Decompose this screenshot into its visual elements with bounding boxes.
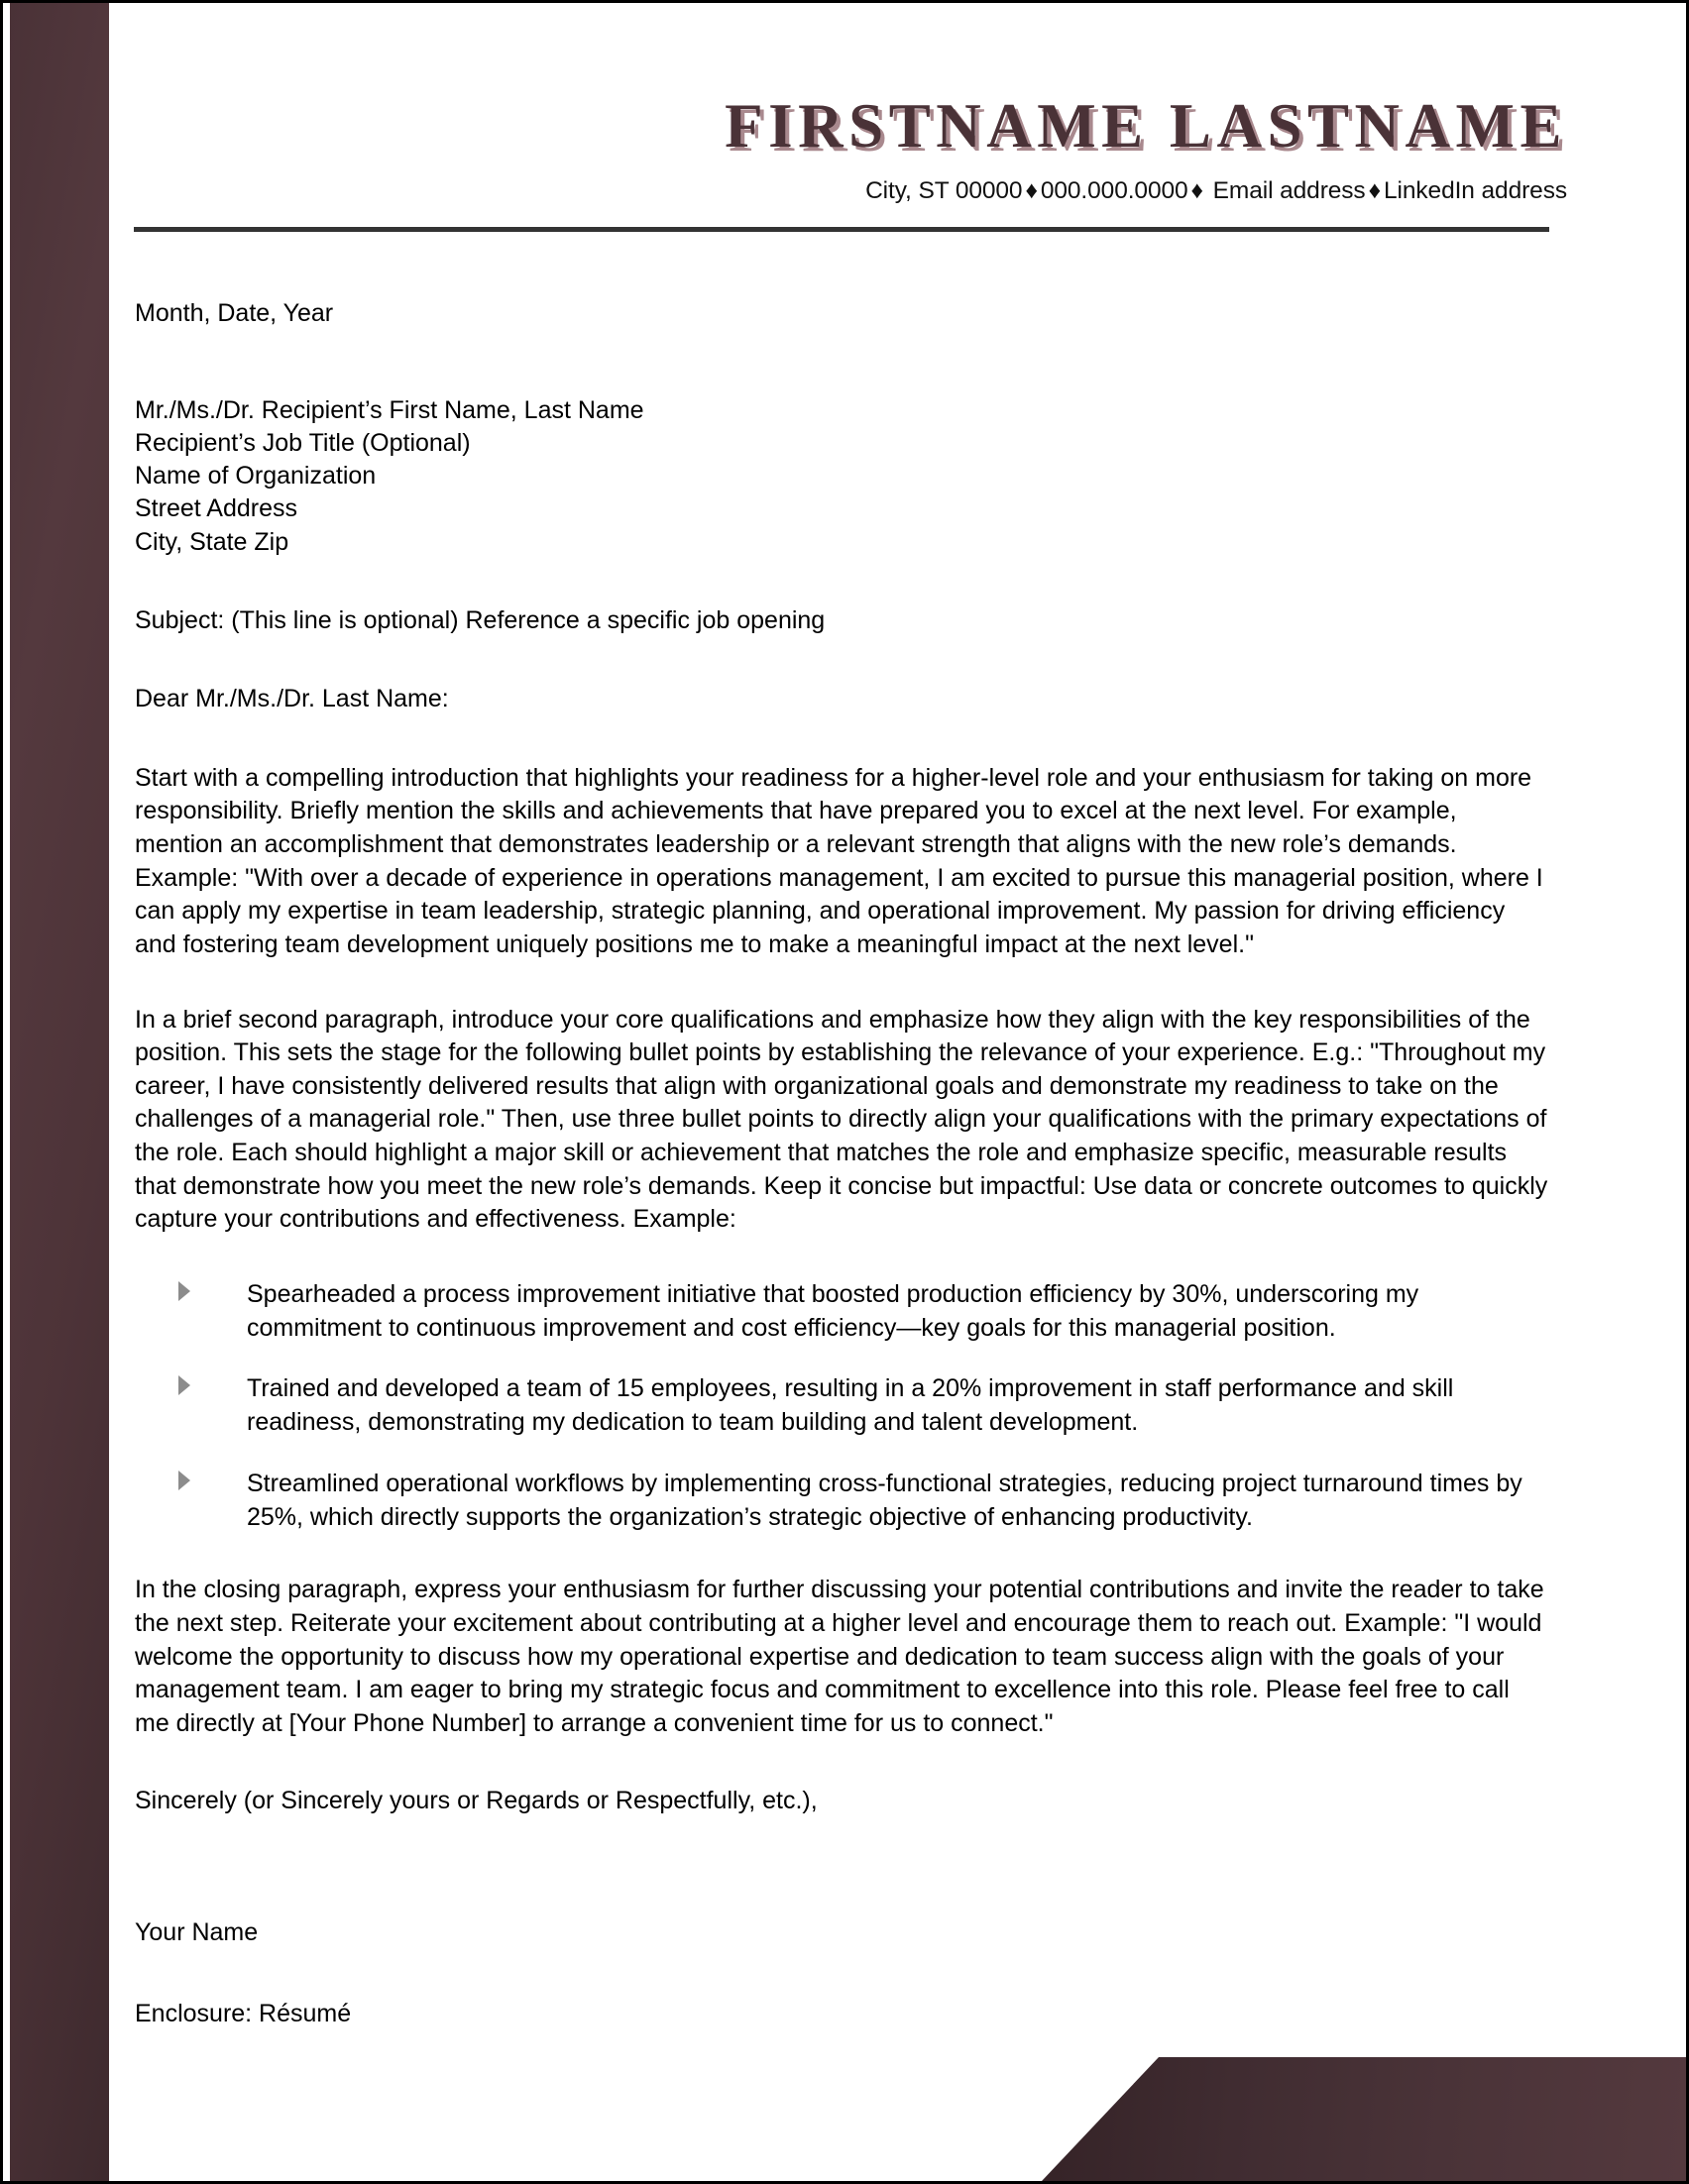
page-title: FIRSTNAME LASTNAME (725, 91, 1567, 161)
diamond-icon: ♦ (1025, 177, 1038, 204)
list-item (176, 1278, 1550, 1346)
bottom-right-corner-decoration (1042, 2057, 1686, 2181)
diamond-icon: ♦ (1368, 177, 1381, 204)
signature-name: Your Name (135, 1918, 259, 1946)
date-line: Month, Date, Year (135, 299, 334, 327)
contact-email[interactable]: Email address (1212, 177, 1366, 204)
letterhead (109, 0, 1686, 205)
contact-phone: 000.000.0000 (1040, 177, 1188, 204)
triangle-right-icon (176, 1374, 198, 1402)
left-decorative-band (10, 3, 109, 2181)
recipient-address-block (135, 394, 1550, 559)
enclosure-line: Enclosure: Résumé (135, 1999, 352, 2027)
subject-line: Subject: (This line is optional) Reference a specific job opening (135, 605, 826, 634)
contact-location: City, ST 00000 (865, 177, 1023, 204)
salutation: Dear Mr./Ms./Dr. Last Name: (135, 685, 449, 713)
header-divider (134, 227, 1549, 232)
body-paragraph-2: In a brief second paragraph, introduce your core qualifications and emphasize how they align with the key responsibilities of the position. This sets the stage for the following bullet points by establishing the relevance of your experience. E.g.: "Throughout my career, I have consistently delivered results that align with organizational goals and demonstrate my readiness to take on the challenges of a managerial role." Then, use three bullet points to directly align your qualifications with the primary expectations of the role. Each should highlight a major skill or achievement that matches the role and emphasize specific, measurable results that demonstrate how you meet the new role’s demands. Keep it concise but impactful: Use data or concrete outcomes to quickly capture your contributions and effectiveness. Example: (135, 1005, 1548, 1234)
triangle-right-icon (176, 1280, 198, 1308)
list-item (176, 1372, 1550, 1440)
list-item-text: Trained and developed a team of 15 employees, resulting in a 20% improvement in staff performance and skill readiness, demonstrating my dedication to team building and talent development. (247, 1374, 1454, 1437)
closing-paragraph: In the closing paragraph, express your enthusiasm for further discussing your potential contributions and invite the reader to take the next step. Reiterate your excitement about contributing at a higher level and encourage them to reach out. Example: "I would welcome the opportunity to discuss how my operational expertise and dedication to team success align with the goals of your management team. I am eager to bring my strategic focus and commitment to excellence into this role. Please feel free to call me directly at [Your Phone Number] to arrange a convenient time for us to connect." (135, 1576, 1544, 1737)
diamond-icon: ♦ (1190, 177, 1203, 204)
list-item (176, 1468, 1550, 1535)
letter-body (135, 297, 1550, 2030)
contact-linkedin[interactable]: LinkedIn address (1384, 177, 1567, 204)
recipient-name: Mr./Ms./Dr. Recipient’s First Name, Last Name (135, 395, 644, 424)
triangle-right-icon (176, 1470, 198, 1497)
recipient-job-title: Recipient’s Job Title (Optional) (135, 428, 471, 457)
achievement-bullet-list (135, 1278, 1550, 1535)
recipient-street-address: Street Address (135, 494, 297, 523)
list-item-text: Streamlined operational workflows by implementing cross-functional strategies, reducing project turnaround times by 25%, which directly supports the organization’s strategic objective of enhancing productivity. (247, 1469, 1522, 1531)
recipient-organization: Name of Organization (135, 462, 377, 490)
list-item-text: Spearheaded a process improvement initiative that boosted production efficiency by 30%, underscoring my commitment to continuous improvement and cost efficiency—key goals for this managerial position. (247, 1279, 1419, 1342)
recipient-city-state-zip: City, State Zip (135, 527, 289, 556)
signoff-line: Sincerely (or Sincerely yours or Regards or Respectfully, etc.), (135, 1786, 818, 1814)
body-paragraph-1: Start with a compelling introduction that highlights your readiness for a higher-level role and your enthusiasm for taking on more responsibility. Briefly mention the skills and achievements that have prepared you to excel at the next level. For example, mention an accomplishment that demonstrates leadership or a relevant strength that aligns with the new role’s demands. Example: "With over a decade of experience in operations management, I am excited to pursue this managerial position, where I can apply my expertise in team leadership, strategic planning, and operational improvement. My passion for driving efficiency and fostering team development uniquely positions me to make a meaningful impact at the next level." (135, 763, 1543, 958)
contact-line (109, 158, 1567, 205)
